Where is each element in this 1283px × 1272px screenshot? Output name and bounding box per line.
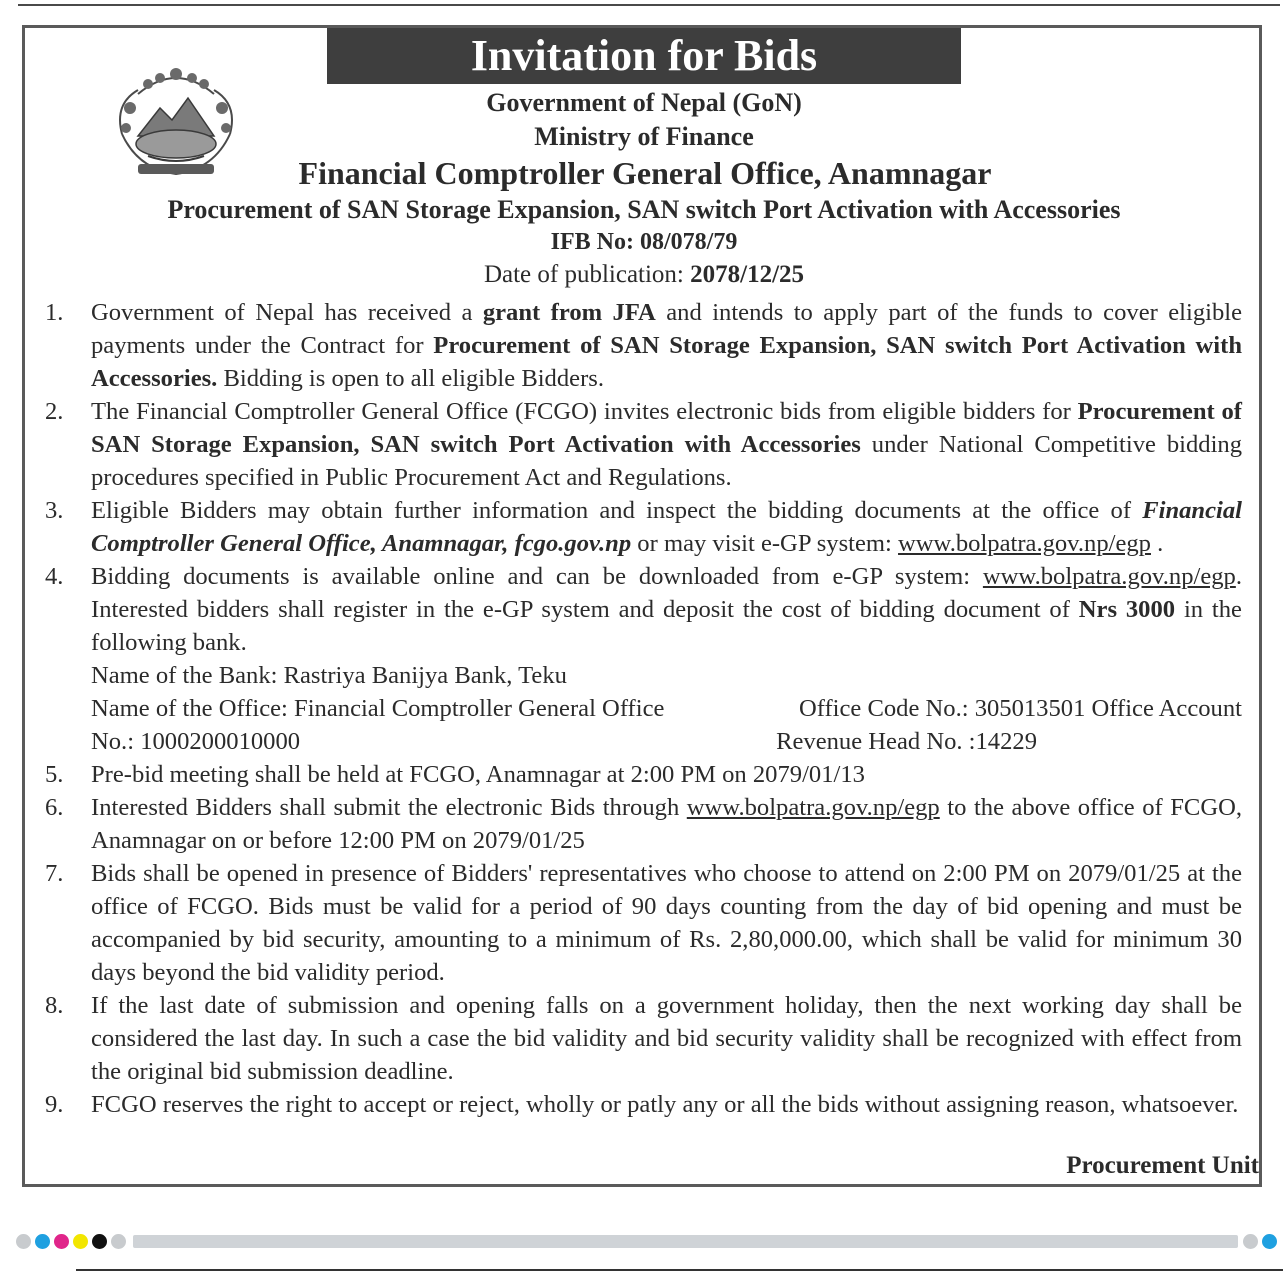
terms-list <box>30 296 1242 1121</box>
signature: Procurement Unit <box>1066 1152 1259 1179</box>
account-number: No.: 1000200010000 <box>91 728 301 755</box>
office-line: Financial Comptroller General Office, Anamnagar <box>298 155 992 191</box>
bank-name: Name of the Bank: Rastriya Banijya Bank, Teku <box>91 662 567 689</box>
list-item: 3. Eligible Bidders may obtain further information and inspect the bidding documents at the office of Financial Comptroller General Office, Anamnagar, fcgo.gov.np or may visit e-GP system: www.bolpatra.gov.np/egp . <box>45 497 1242 557</box>
egp-link[interactable]: www.bolpatra.gov.np/egp <box>686 794 940 821</box>
registration-dot <box>16 1234 31 1249</box>
registration-dot <box>73 1234 88 1249</box>
government-line: Government of Nepal (GoN) <box>486 88 802 117</box>
list-item: 5. Pre-bid meeting shall be held at FCGO, Anamnagar at 2:00 PM on 2079/01/13 <box>45 761 865 788</box>
list-item: 8. If the last date of submission and opening falls on a government holiday, then the next working day shall be considered the last day. In such a case the bid validity and bid security validity shall be recognized with effect from the original bid submission deadline. <box>45 992 1242 1085</box>
office-name: Name of the Office: Financial Comptroller General Office <box>91 695 665 722</box>
ifb-number: IFB No: 08/078/79 <box>550 229 738 255</box>
list-item: 6. Interested Bidders shall submit the electronic Bids through www.bolpatra.gov.np/egp to the above office of FCGO, Anamnagar on or before 12:00 PM on 2079/01/25 <box>45 794 1242 854</box>
registration-strip <box>133 1235 1238 1248</box>
top-rule <box>18 4 1280 6</box>
egp-link[interactable]: www.bolpatra.gov.np/egp <box>898 530 1151 557</box>
list-item: 7. Bids shall be opened in presence of Bidders' representatives who choose to attend on 2:00 PM on 2079/01/25 at the office of FCGO. Bids must be valid for a period of 90 days counting from the day of bid opening and must be accompanied by bid security, amounting to a minimum of Rs. 2,80,000.00, which shall be valid for minimum 30 days beyond the bid validity period. <box>45 860 1242 986</box>
registration-dot <box>1243 1234 1258 1249</box>
publication-date: Date of publication: 2078/12/25 <box>483 261 805 288</box>
registration-dot <box>1262 1234 1277 1249</box>
office-code: Office Code No.: 305013501 Office Account <box>798 695 1242 722</box>
list-item: 9. FCGO reserves the right to accept or reject, wholly or patly any or all the bids without assigning reason, whatsoever. <box>45 1091 1239 1118</box>
registration-dot <box>35 1234 50 1249</box>
ministry-line: Ministry of Finance <box>534 122 754 151</box>
registration-dot <box>92 1234 107 1249</box>
notice-title: Invitation for Bids <box>327 28 961 84</box>
procurement-title: Procurement of SAN Storage Expansion, SAN switch Port Activation with Accessories <box>167 195 1121 224</box>
list-item: 1. Government of Nepal has received a grant from JFA and intends to apply part of the funds to cover eligible payments under the Contract for Procurement of SAN Storage Expansion, SAN switch Port Activation with Accessories. Bidding is open to all eligible Bidders. <box>45 299 1243 392</box>
list-item: 2. The Financial Comptroller General Office (FCGO) invites electronic bids from eligible bidders for Procurement of SAN Storage Expansion, SAN switch Port Activation with Accessories under National Competitive bidding procedures specified in Public Procurement Act and Regulations. <box>45 398 1242 491</box>
registration-dot <box>111 1234 126 1249</box>
account-details-row <box>91 725 1242 758</box>
list-item: 4. Bidding documents is available online and can be downloaded from e-GP system: www.bolpatra.gov.np/egp. Interested bidders shall register in the e-GP system and deposit the cost of bidding document of Nrs 3000 in the following bank. Name of the Bank: Rastriya Banijya Bank, Teku Name of the Office: Financial Comptroller General Office Office Code No.: 305013501 Office Account No.: 1000200010000 Revenue Head No. :14229 <box>30 560 1242 758</box>
office-details-row <box>91 692 1242 725</box>
revenue-head: Revenue Head No. :14229 <box>776 728 1037 755</box>
bottom-rule <box>76 1269 1283 1271</box>
registration-dot <box>54 1234 69 1249</box>
egp-link[interactable]: www.bolpatra.gov.np/egp <box>982 563 1236 590</box>
